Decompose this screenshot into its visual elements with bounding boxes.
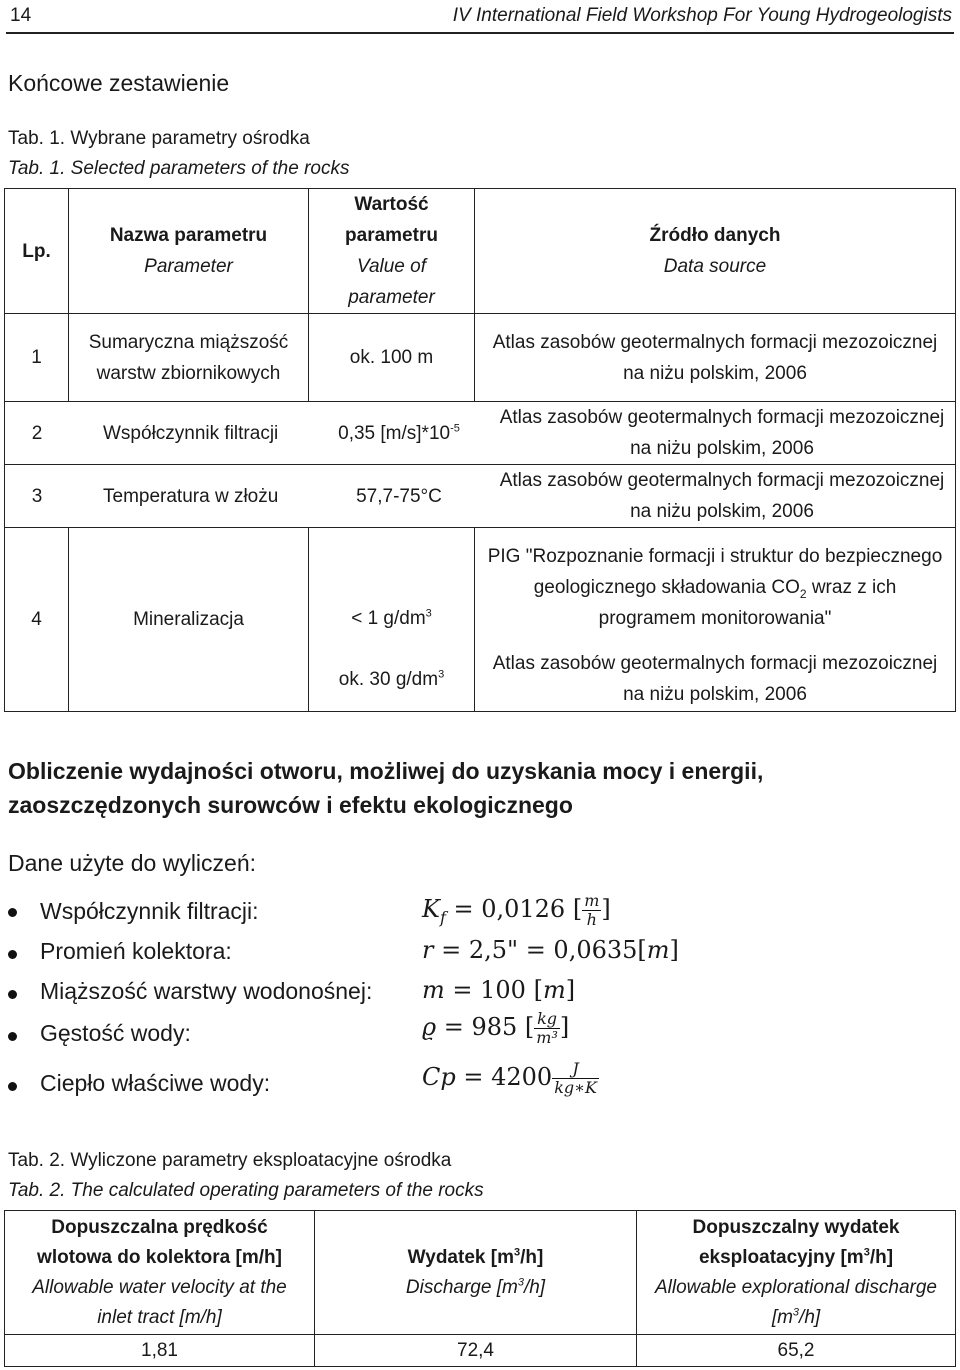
header-value-en-2: parameter	[348, 287, 435, 308]
header-text: eksploatacyjny [m	[698, 1246, 864, 1268]
header-allowable-discharge	[637, 1211, 956, 1335]
formula-symbol: ϱ	[422, 1013, 437, 1041]
row-value-sup: 3	[425, 607, 432, 620]
formula-fraction	[534, 1010, 560, 1047]
header-source	[475, 189, 956, 314]
header-line: Dopuszczalny wydatek	[692, 1216, 900, 1238]
param-label: Promień kolektora:	[40, 938, 232, 964]
bullet-icon	[8, 990, 17, 999]
header-sup: 3	[792, 1306, 800, 1319]
formula-unit: m	[542, 976, 566, 1004]
list-item	[0, 890, 960, 934]
table2-caption-en: Tab. 2. The calculated operating parameters of the rocks	[8, 1180, 484, 1201]
header-text: /h]	[520, 1246, 544, 1268]
formula-eq: = 2,5" = 0,0635[	[433, 936, 647, 964]
fraction-denominator: m³	[536, 1028, 558, 1047]
param-label: Ciepło właściwe wody:	[40, 1070, 271, 1096]
table-row	[5, 402, 956, 465]
header-line	[637, 1303, 955, 1333]
header-source-en: Data source	[663, 256, 767, 277]
param-formula	[422, 1060, 599, 1097]
header-text: /h]	[869, 1246, 894, 1268]
header-sup: 3	[863, 1246, 870, 1259]
row-source-line: PIG "Rozpoznanie formacji i struktur do bezpiecznego	[487, 546, 943, 568]
formula-unit: m	[646, 936, 670, 964]
operating-parameters-table	[4, 1210, 956, 1367]
header-text: Discharge [m	[405, 1276, 518, 1298]
value-allowable-discharge: 65,2	[637, 1335, 956, 1367]
row-source	[475, 314, 956, 402]
row-name-line: Sumaryczna miąższość	[88, 331, 289, 353]
header-text: Wydatek [m	[407, 1246, 514, 1268]
fraction-denominator: h	[586, 910, 597, 929]
row-source-line: Atlas zasobów geotermalnych formacji mezozoicznej	[492, 653, 938, 675]
section-heading-calculation: Obliczenie wydajności otworu, możliwej do uzyskania mocy i energii, zaoszczędzonych surowców i efektu ekologicznego	[8, 758, 764, 818]
formula-subscript: f	[439, 907, 446, 927]
row-lp: 3	[31, 485, 43, 507]
header-discharge	[315, 1211, 637, 1335]
formula-tail: ]	[559, 1013, 570, 1041]
bullet-icon	[8, 908, 17, 917]
row-source	[489, 465, 955, 527]
param-label: Gęstość wody:	[40, 1020, 191, 1046]
formula-symbol: K	[422, 895, 440, 923]
formula-tail: ]	[669, 936, 679, 964]
param-formula	[422, 892, 611, 929]
section-heading-summary: Końcowe zestawienie	[8, 70, 230, 96]
formula-tail: ]	[601, 895, 611, 923]
formula-fraction	[552, 1060, 599, 1097]
table-row	[5, 528, 956, 648]
header-line: inlet tract [m/h]	[97, 1306, 222, 1328]
row-value-main: ok. 30 g/dm	[338, 668, 439, 690]
row-source-b	[475, 648, 956, 712]
row-lp: 2	[31, 422, 43, 444]
value-discharge: 72,4	[315, 1335, 637, 1367]
header-line: Dopuszczalna prędkość	[51, 1216, 268, 1238]
header-parameter	[69, 189, 309, 314]
table-row	[5, 1335, 956, 1367]
header-line: Allowable explorational discharge	[654, 1276, 937, 1298]
formula-fraction	[582, 892, 601, 929]
list-item	[0, 1060, 960, 1104]
header-text: /h]	[523, 1276, 546, 1298]
row-name: Mineralizacja	[69, 528, 309, 712]
header-value	[309, 189, 475, 314]
formula-eq: = 100 [	[444, 976, 543, 1004]
header-lp: Lp.	[5, 189, 69, 314]
table-row	[5, 314, 956, 402]
data-used-label: Dane użyte do wyliczeń:	[8, 850, 257, 876]
bullet-icon	[8, 950, 17, 959]
row-value-main: 0,35 [m/s]*10	[338, 422, 451, 444]
header-velocity	[5, 1211, 315, 1335]
row-value-b	[309, 648, 475, 712]
formula-eq: = 0,0126 [	[445, 895, 583, 923]
fraction-denominator: kg∗K	[554, 1078, 597, 1097]
header-value-pl-2: parametru	[345, 225, 438, 246]
row-name-line: warstw zbiornikowych	[96, 362, 281, 384]
row-source-text: wraz z ich	[806, 577, 897, 599]
list-item	[0, 932, 960, 976]
row-source-line: na niżu polskim, 2006	[623, 362, 807, 384]
formula-tail: ]	[565, 976, 576, 1004]
row-source-text: geologicznego składowania CO	[533, 577, 800, 599]
header-name-pl: Nazwa parametru	[109, 225, 268, 246]
row-lp: 4	[5, 528, 69, 712]
table-header-row	[5, 1211, 956, 1335]
header-text: /h]	[799, 1306, 821, 1328]
formula-eq: = 4200	[455, 1063, 553, 1091]
row-value: ok. 100 m	[309, 314, 475, 402]
fraction-numerator: m	[584, 891, 600, 910]
header-name-en: Parameter	[144, 256, 233, 277]
row-name	[69, 314, 309, 402]
table-row	[5, 465, 956, 528]
formula-symbol: m	[422, 976, 445, 1004]
param-label: Miąższość warstwy wodonośnej:	[40, 978, 373, 1004]
param-formula	[422, 976, 575, 1004]
row-value-a	[309, 528, 475, 648]
journal-title: IV International Field Workshop For Young Hydrogeologists	[452, 5, 952, 26]
param-formula	[422, 936, 679, 964]
row-source-line	[475, 572, 955, 603]
row-source-line: Atlas zasobów geotermalnych formacji mezozoicznej	[499, 470, 945, 491]
row-source-line: na niżu polskim, 2006	[623, 684, 807, 706]
formula-symbol: r	[422, 936, 434, 964]
header-source-pl: Źródło danych	[649, 225, 781, 246]
row-source-a	[475, 528, 956, 648]
param-formula	[422, 1010, 569, 1047]
value-velocity: 1,81	[5, 1335, 315, 1367]
row-value	[309, 418, 489, 449]
row-source-line: programem monitorowania"	[598, 608, 832, 630]
header-line: Allowable water velocity at the	[32, 1276, 287, 1298]
page-number: 14	[10, 5, 32, 26]
row-value-main: < 1 g/dm	[351, 607, 426, 629]
row-source-sub: 2	[799, 587, 807, 602]
bullet-icon	[8, 1032, 17, 1041]
row-name: Temperatura w złożu	[103, 485, 279, 507]
row-source-line: na niżu polskim, 2006	[630, 438, 814, 459]
header-line	[315, 1243, 636, 1273]
table2-caption-pl: Tab. 2. Wyliczone parametry eksploatacyjne ośrodka	[8, 1150, 452, 1171]
header-text: [m	[771, 1306, 793, 1328]
page-header	[6, 0, 954, 34]
row-source-line: Atlas zasobów geotermalnych formacji mezozoicznej	[492, 331, 938, 353]
row-value-sup: -5	[450, 422, 460, 435]
header-line: wlotowa do kolektora [m/h]	[37, 1246, 282, 1268]
row-name: Współczynnik filtracji	[103, 422, 279, 444]
formula-eq: = 985 [	[436, 1013, 535, 1041]
row-source	[489, 402, 955, 464]
row-combined	[5, 465, 956, 528]
param-label: Współczynnik filtracji:	[40, 898, 259, 924]
row-value-sup: 3	[438, 668, 445, 681]
formula-symbol: Cp	[422, 1063, 456, 1091]
fraction-numerator: J	[552, 1060, 599, 1079]
row-source-line: Atlas zasobów geotermalnych formacji mezozoicznej	[499, 407, 945, 428]
fraction-numerator: kg	[534, 1010, 560, 1029]
row-combined	[5, 402, 956, 465]
bullet-icon	[8, 1082, 17, 1091]
table1-caption-en: Tab. 1. Selected parameters of the rocks	[8, 158, 350, 179]
parameters-table	[4, 188, 956, 712]
header-line	[637, 1243, 955, 1273]
row-lp: 1	[5, 314, 69, 402]
row-value: 57,7-75°C	[356, 485, 442, 507]
header-line	[315, 1273, 636, 1303]
header-sup: 3	[517, 1276, 524, 1289]
header-value-en-1: Value of	[356, 256, 426, 277]
list-item	[0, 1010, 960, 1054]
header-value-pl-1: Wartość	[354, 194, 429, 215]
row-source-line: na niżu polskim, 2006	[630, 501, 814, 522]
table-header-row	[5, 189, 956, 314]
table1-caption-pl: Tab. 1. Wybrane parametry ośrodka	[8, 128, 310, 149]
header-sup: 3	[513, 1246, 521, 1259]
